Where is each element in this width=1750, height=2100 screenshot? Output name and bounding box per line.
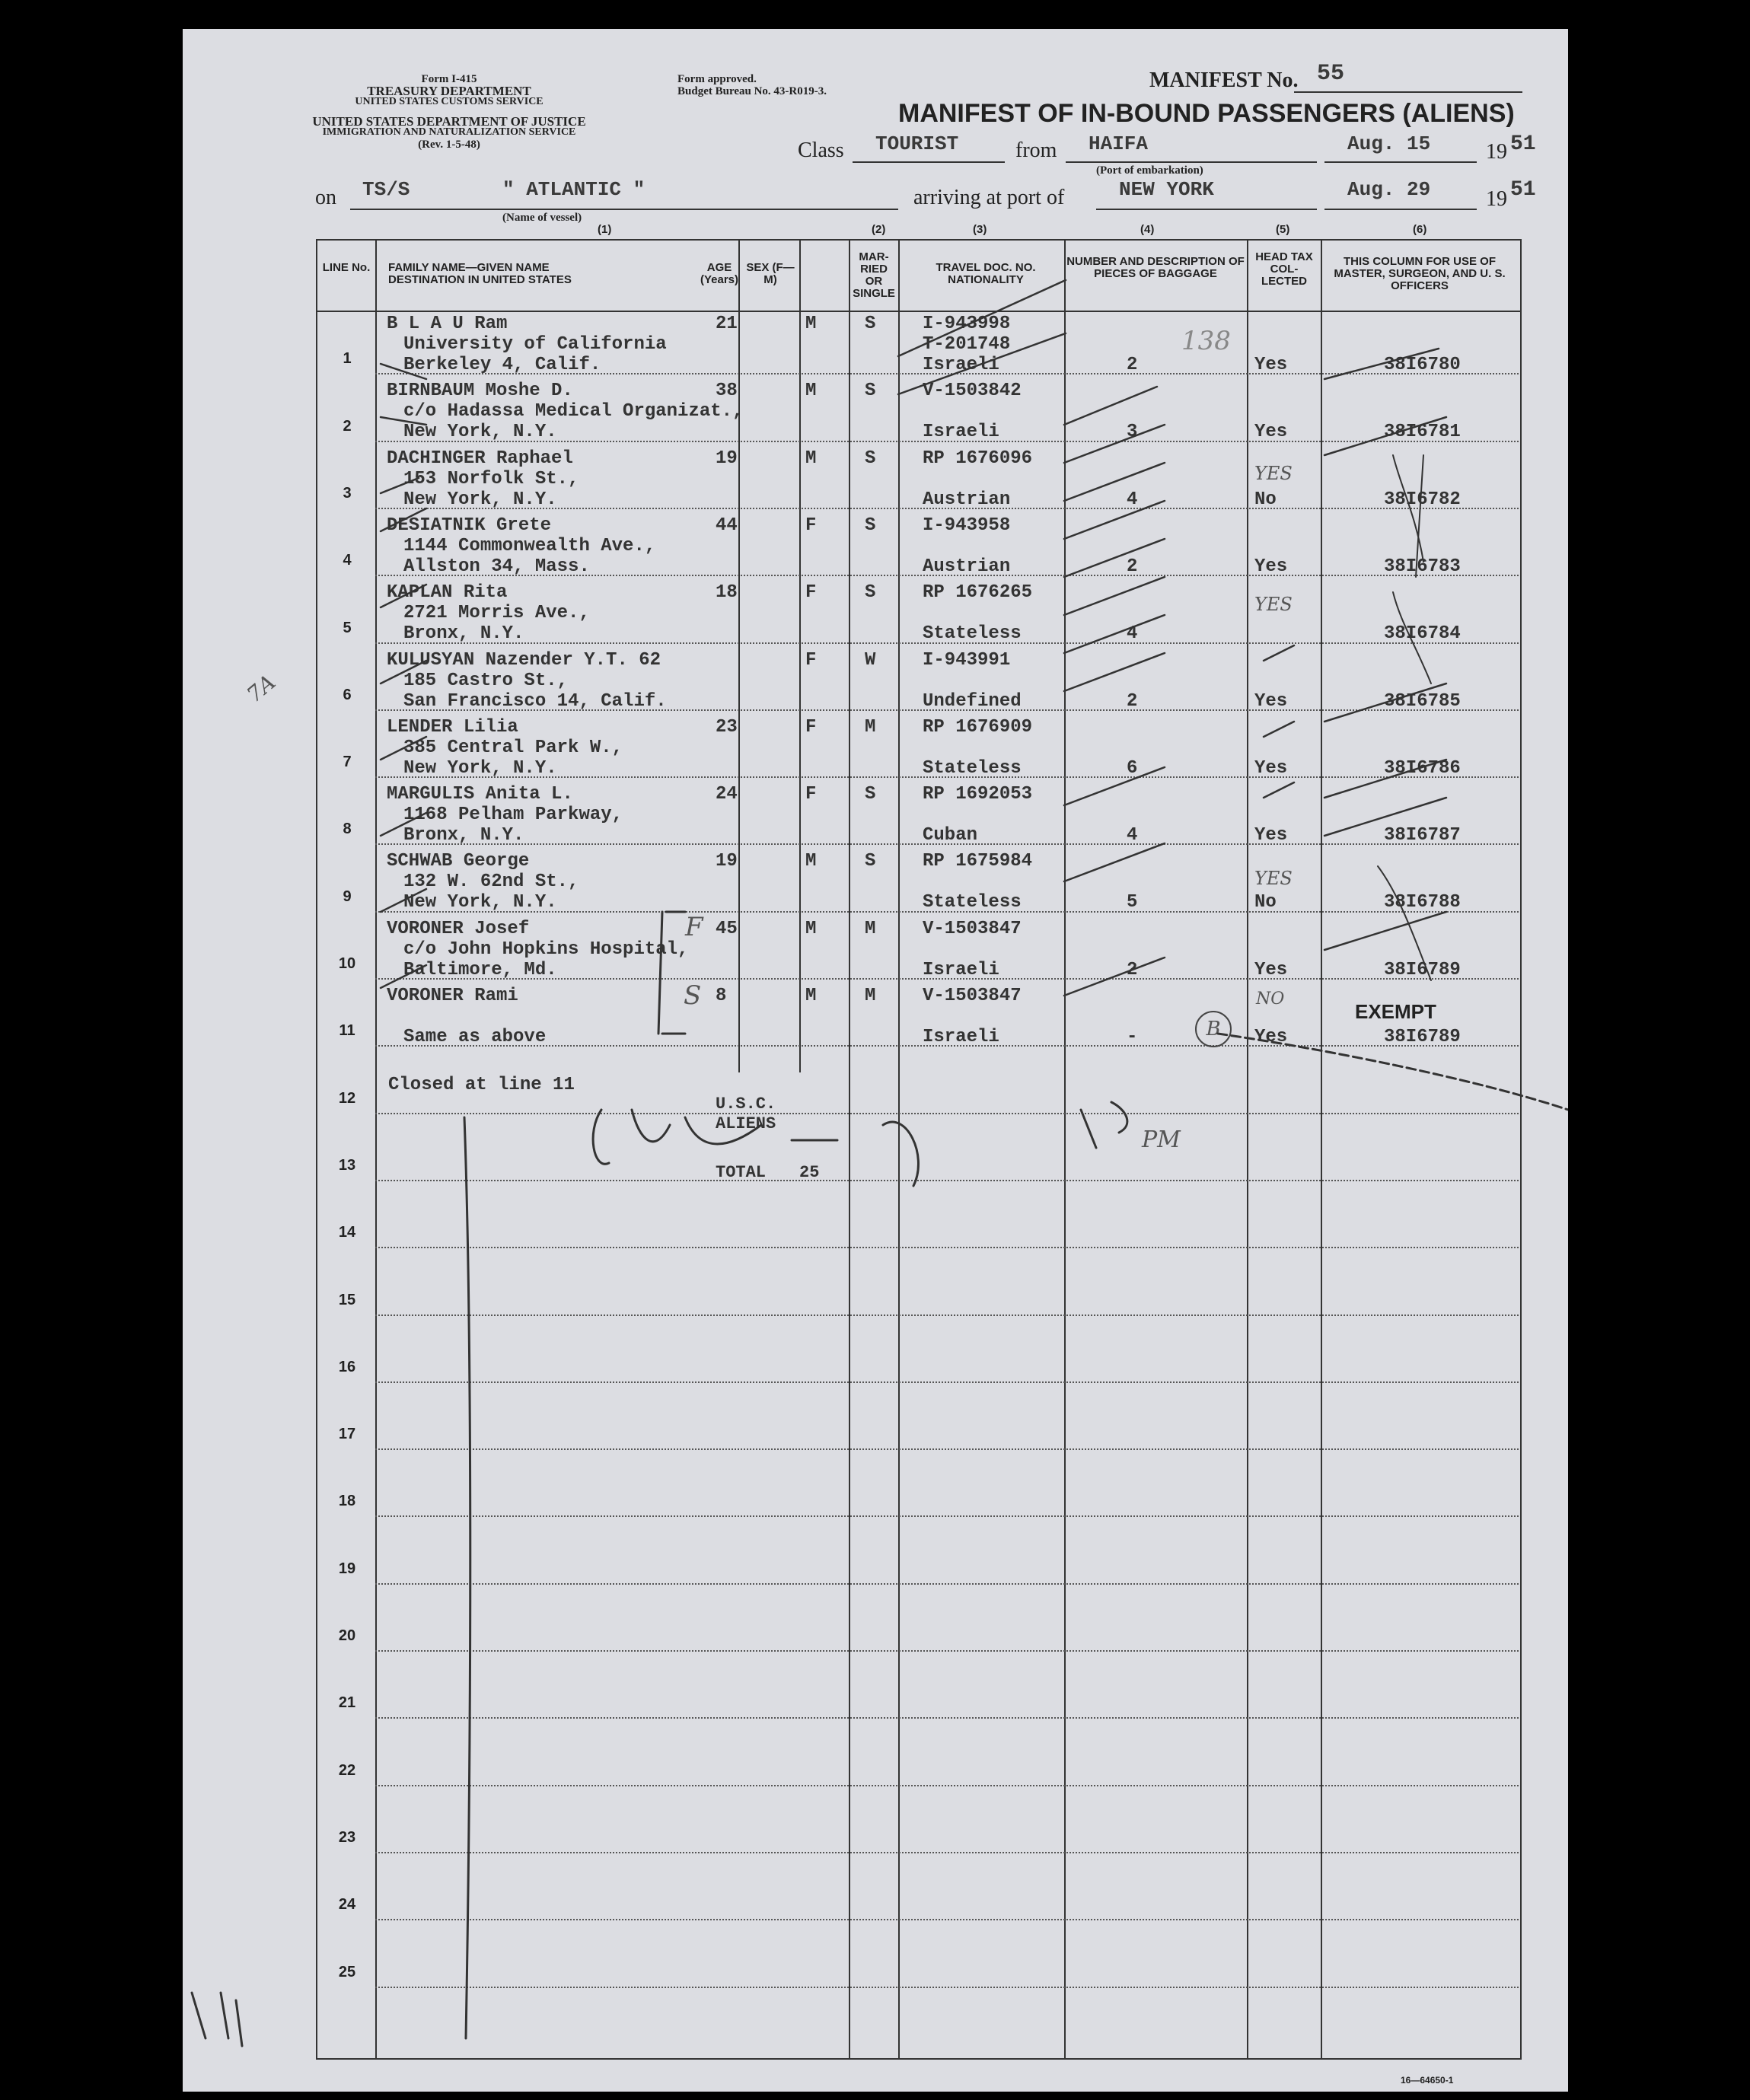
head-tax: Yes	[1254, 355, 1288, 375]
passenger-age: 44	[716, 515, 738, 536]
arrival-date: Aug. 29	[1347, 178, 1431, 201]
total-label: TOTAL	[716, 1163, 767, 1182]
initials-stroke-3	[1393, 455, 1423, 577]
arrival-port: NEW YORK	[1119, 178, 1214, 201]
ins-service: IMMIGRATION AND NATURALIZATION SERVICE	[322, 126, 576, 138]
destination-line-2: Berkeley 4, Calif.	[403, 355, 601, 375]
checkmark-strokes	[381, 280, 1446, 996]
marital-status: W	[865, 649, 876, 671]
line-number: 25	[338, 1963, 356, 1981]
travel-doc: I-943958	[923, 515, 1011, 536]
vessel-type: TS/S	[362, 178, 410, 201]
line-number: 8	[343, 821, 352, 838]
handwritten-yes-5: YES	[1254, 594, 1293, 615]
travel-doc: RP 1676096	[923, 448, 1033, 469]
handwritten-yes-3: YES	[1254, 463, 1293, 484]
from-label: from	[1015, 139, 1057, 162]
officer-number: 38I6783	[1384, 556, 1461, 577]
customs-service: UNITED STATES CUSTOMS SERVICE	[355, 96, 543, 107]
col-header-sex: SEX (F—M)	[746, 261, 795, 286]
passenger-name: SCHWAB George	[387, 851, 530, 872]
officer-number: 38I6784	[1384, 623, 1461, 645]
form-number: Form I-415	[421, 73, 477, 85]
bracket-s: S	[684, 980, 702, 1011]
nationality: Austrian	[923, 489, 1011, 510]
manifest-number: 55	[1317, 61, 1345, 87]
officer-number: 38I6789	[1384, 959, 1461, 980]
circled-b: B	[1195, 1011, 1232, 1047]
handwritten-no-11: NO	[1256, 989, 1285, 1009]
marital-status: S	[865, 851, 876, 872]
passenger-name: DESIATNIK Grete	[387, 515, 552, 536]
destination-line-2: New York, N.Y.	[403, 422, 557, 443]
destination-line-2: New York, N.Y.	[403, 892, 557, 913]
destination-line-1: 2721 Morris Ave.,	[403, 603, 590, 624]
destination-line-2: Same as above	[403, 1027, 547, 1047]
marital-status: M	[865, 918, 876, 939]
destination-line-1: University of California	[403, 334, 667, 355]
passenger-age: 18	[716, 582, 738, 604]
line-number: 4	[343, 552, 352, 569]
marital-status: M	[865, 986, 876, 1006]
line-number: 17	[338, 1426, 356, 1443]
passenger-sex: M	[805, 381, 817, 402]
closed-note: Closed at line 11	[388, 1075, 575, 1095]
baggage-count: 2	[1127, 355, 1138, 375]
col-header-officers: THIS COLUMN FOR USE OF MASTER, SURGEON, AND U. S. OFFICERS	[1334, 255, 1506, 292]
col-header-line: LINE No.	[322, 261, 371, 274]
passenger-sex: F	[805, 716, 817, 738]
passenger-age: 19	[716, 448, 738, 469]
closing-vertical-stroke	[464, 1117, 470, 2038]
destination-line-1: 185 Castro St.,	[403, 670, 569, 691]
line-number: 18	[338, 1493, 356, 1510]
head-tax: Yes	[1254, 757, 1288, 779]
line-number: 12	[338, 1089, 356, 1107]
margin-mark: 7A	[241, 669, 281, 708]
col-header-age: AGE (Years)	[700, 261, 739, 286]
destination-line-1: 1144 Commonwealth Ave.,	[403, 535, 656, 556]
passenger-name: VORONER Rami	[387, 986, 518, 1006]
marital-status: S	[865, 448, 876, 469]
passenger-name: VORONER Josef	[387, 918, 530, 939]
officer-number: 38I6788	[1384, 892, 1461, 913]
arriving-label: arriving at port of	[913, 186, 1065, 209]
passenger-age: 19	[716, 851, 738, 872]
form-approved: Form approved.	[677, 73, 757, 85]
col-header-travel: TRAVEL DOC. NO. NATIONALITY	[936, 261, 1036, 286]
passenger-name: LENDER Lilia	[387, 716, 518, 738]
officer-number: 38I6789	[1384, 1027, 1461, 1047]
aliens-label: ALIENS	[716, 1114, 776, 1133]
cancel-line-stroke	[1218, 1034, 1568, 1110]
passenger-sex: M	[805, 986, 817, 1006]
initial-stroke	[1081, 1102, 1127, 1148]
embark-date: Aug. 15	[1347, 132, 1431, 155]
form-code: 16—64650-1	[1401, 2075, 1454, 2086]
year-prefix: 19	[1486, 140, 1507, 164]
officer-number: 38I6782	[1384, 489, 1461, 510]
passenger-name: KAPLAN Rita	[387, 582, 508, 604]
baggage-count: 2	[1127, 556, 1138, 577]
passenger-age: 45	[716, 918, 738, 939]
head-tax: No	[1254, 892, 1277, 913]
col-num-6: (6)	[1413, 223, 1427, 236]
marital-status: S	[865, 381, 876, 402]
travel-doc-2: T-201748	[923, 334, 1011, 355]
line-number: 11	[339, 1022, 355, 1040]
passenger-name: MARGULIS Anita L.	[387, 784, 573, 805]
col-header-name: FAMILY NAME—GIVEN NAME DESTINATION IN UNITED STATES	[388, 261, 572, 286]
destination-line-1: 1168 Pelham Parkway,	[403, 805, 623, 826]
baggage-count: 3	[1127, 422, 1138, 443]
passenger-age: 21	[716, 314, 738, 334]
travel-doc: V-1503842	[923, 381, 1022, 402]
nationality: Stateless	[923, 757, 1022, 779]
officer-number: 38I6785	[1384, 690, 1461, 712]
line-number: 10	[338, 955, 356, 972]
line-number: 16	[338, 1358, 356, 1375]
passenger-name: KULUSYAN Nazender Y.T. 62	[387, 649, 661, 671]
line-number: 21	[338, 1694, 356, 1712]
baggage-count: 5	[1127, 892, 1138, 913]
nationality: Undefined	[923, 690, 1022, 712]
nationality: Austrian	[923, 556, 1011, 577]
vessel-caption: (Name of vessel)	[502, 212, 582, 224]
nationality: Israeli	[923, 1027, 999, 1047]
baggage-count: 2	[1127, 690, 1138, 712]
nationality: Cuban	[923, 825, 978, 846]
nationality: Israeli	[923, 959, 999, 980]
passenger-name: B L A U Ram	[387, 314, 508, 334]
destination-line-1: 385 Central Park W.,	[403, 737, 623, 758]
col-num-5: (5)	[1276, 223, 1290, 236]
destination-line-1: c/o Hadassa Medical Organizat.,	[403, 401, 744, 422]
destination-line-2: Baltimore, Md.	[403, 959, 557, 980]
marital-status: M	[865, 716, 876, 738]
destination-line-2: San Francisco 14, Calif.	[403, 690, 667, 712]
destination-line-1: 153 Norfolk St.,	[403, 468, 579, 489]
exempt-stamp: EXEMPT	[1355, 1000, 1436, 1023]
line-number: 9	[343, 887, 352, 905]
travel-doc: RP 1676265	[923, 582, 1033, 604]
passenger-sex: F	[805, 649, 817, 671]
bracket-f: F	[685, 912, 703, 942]
passenger-sex: M	[805, 851, 817, 872]
on-label: on	[315, 186, 336, 209]
initials-stroke-5	[1393, 592, 1431, 684]
line-number: 22	[338, 1761, 356, 1779]
destination-line-2: New York, N.Y.	[403, 757, 557, 779]
justice-dept: UNITED STATES DEPARTMENT OF JUSTICE	[312, 114, 586, 129]
col-header-baggage: NUMBER AND DESCRIPTION OF PIECES OF BAGGAGE	[1066, 255, 1245, 280]
total-value: 25	[799, 1163, 820, 1182]
baggage-count: 6	[1127, 757, 1138, 779]
baggage-count: -	[1127, 1027, 1138, 1047]
head-tax: Yes	[1254, 556, 1288, 577]
marital-status: S	[865, 784, 876, 805]
passenger-age: 23	[716, 716, 738, 738]
destination-line-1: 132 W. 62nd St.,	[403, 872, 579, 893]
handwritten-138: 138	[1181, 326, 1231, 356]
line-number: 15	[338, 1291, 356, 1308]
baggage-count: 4	[1127, 623, 1138, 645]
travel-doc: RP 1675984	[923, 851, 1033, 872]
head-tax: Yes	[1254, 690, 1288, 712]
revision: (Rev. 1-5-48)	[418, 139, 480, 151]
col-header-tax: HEAD TAX COL-LECTED	[1255, 250, 1313, 288]
line-number: 3	[343, 484, 352, 502]
manifest-page	[183, 29, 1568, 2092]
passenger-age: 8	[716, 986, 727, 1006]
handwritten-yes-9: YES	[1254, 868, 1293, 889]
travel-doc: V-1503847	[923, 986, 1022, 1006]
embark-year: 51	[1510, 132, 1536, 156]
officer-number: 38I6787	[1384, 825, 1461, 846]
marital-status: S	[865, 515, 876, 536]
passenger-sex: M	[805, 448, 817, 469]
line-number: 2	[343, 417, 352, 435]
arrival-year: 51	[1510, 178, 1536, 202]
bracket-stroke	[658, 912, 685, 1034]
officer-number: 38I6781	[1384, 422, 1461, 443]
handwritten-strokes	[183, 29, 1568, 2092]
passenger-sex: F	[805, 582, 817, 604]
nationality: Israeli	[923, 355, 999, 375]
handwritten-pm: PM	[1142, 1126, 1181, 1153]
head-tax: Yes	[1254, 422, 1288, 443]
head-tax: Yes	[1254, 825, 1288, 846]
signature-stroke	[593, 1110, 918, 1186]
travel-doc: RP 1692053	[923, 784, 1033, 805]
line-number: 19	[338, 1560, 356, 1577]
embarkation-caption: (Port of embarkation)	[1096, 164, 1203, 177]
officer-number: 38I6786	[1384, 757, 1461, 779]
col-num-3: (3)	[973, 223, 987, 236]
line-number: 13	[338, 1156, 356, 1174]
usc-count: U.S.C.	[716, 1095, 776, 1114]
class-label: Class	[798, 139, 844, 162]
destination-line-2: Bronx, N.Y.	[403, 623, 524, 645]
travel-doc: V-1503847	[923, 918, 1022, 939]
travel-doc: I-943991	[923, 649, 1011, 671]
head-tax: Yes	[1254, 959, 1288, 980]
destination-line-1: c/o John Hopkins Hospital,	[403, 938, 689, 960]
passenger-name: BIRNBAUM Moshe D.	[387, 381, 573, 402]
line-number: 6	[343, 686, 352, 703]
passenger-sex: F	[805, 784, 817, 805]
manifest-title: MANIFEST OF IN-BOUND PASSENGERS (ALIENS)	[898, 99, 1515, 128]
manifest-label: MANIFEST No.	[1149, 69, 1299, 92]
baggage-count: 2	[1127, 959, 1138, 980]
treasury-dept: TREASURY DEPARTMENT	[367, 84, 531, 98]
nationality: Stateless	[923, 623, 1022, 645]
line-number: 5	[343, 619, 352, 636]
col-header-married: MAR-RIED OR SINGLE	[853, 250, 895, 300]
budget-bureau: Budget Bureau No. 43-R019-3.	[677, 85, 827, 97]
bottom-margin-mark	[192, 1993, 242, 2046]
line-number: 20	[338, 1627, 356, 1644]
col-num-1: (1)	[598, 223, 612, 236]
passenger-age: 38	[716, 381, 738, 402]
destination-line-2: Bronx, N.Y.	[403, 825, 524, 846]
destination-line-2: Allston 34, Mass.	[403, 556, 590, 577]
officer-number: 38I6780	[1384, 355, 1461, 375]
line-number: 7	[343, 754, 352, 771]
line-number: 24	[338, 1896, 356, 1914]
nationality: Stateless	[923, 892, 1022, 913]
marital-status: S	[865, 582, 876, 604]
passenger-sex: M	[805, 918, 817, 939]
year-prefix-2: 19	[1486, 187, 1507, 211]
destination-line-2: New York, N.Y.	[403, 489, 557, 510]
baggage-count: 4	[1127, 825, 1138, 846]
line-number: 1	[343, 350, 352, 368]
passenger-sex: M	[805, 314, 817, 334]
line-number: 23	[338, 1828, 356, 1846]
from-value: HAIFA	[1089, 132, 1149, 155]
head-tax: Yes	[1254, 1027, 1288, 1047]
passenger-age: 24	[716, 784, 738, 805]
initials-stroke-9	[1378, 866, 1431, 980]
travel-doc: I-943998	[923, 314, 1011, 334]
passenger-name: DACHINGER Raphael	[387, 448, 573, 469]
vessel-name: " ATLANTIC "	[502, 178, 645, 201]
class-value: TOURIST	[875, 132, 959, 155]
nationality: Israeli	[923, 422, 999, 443]
col-num-2: (2)	[872, 223, 886, 236]
marital-status: S	[865, 314, 876, 334]
passenger-sex: F	[805, 515, 817, 536]
head-tax: No	[1254, 489, 1277, 510]
col-num-4: (4)	[1140, 223, 1155, 236]
travel-doc: RP 1676909	[923, 716, 1033, 738]
baggage-count: 4	[1127, 489, 1138, 510]
line-number: 14	[338, 1224, 356, 1241]
